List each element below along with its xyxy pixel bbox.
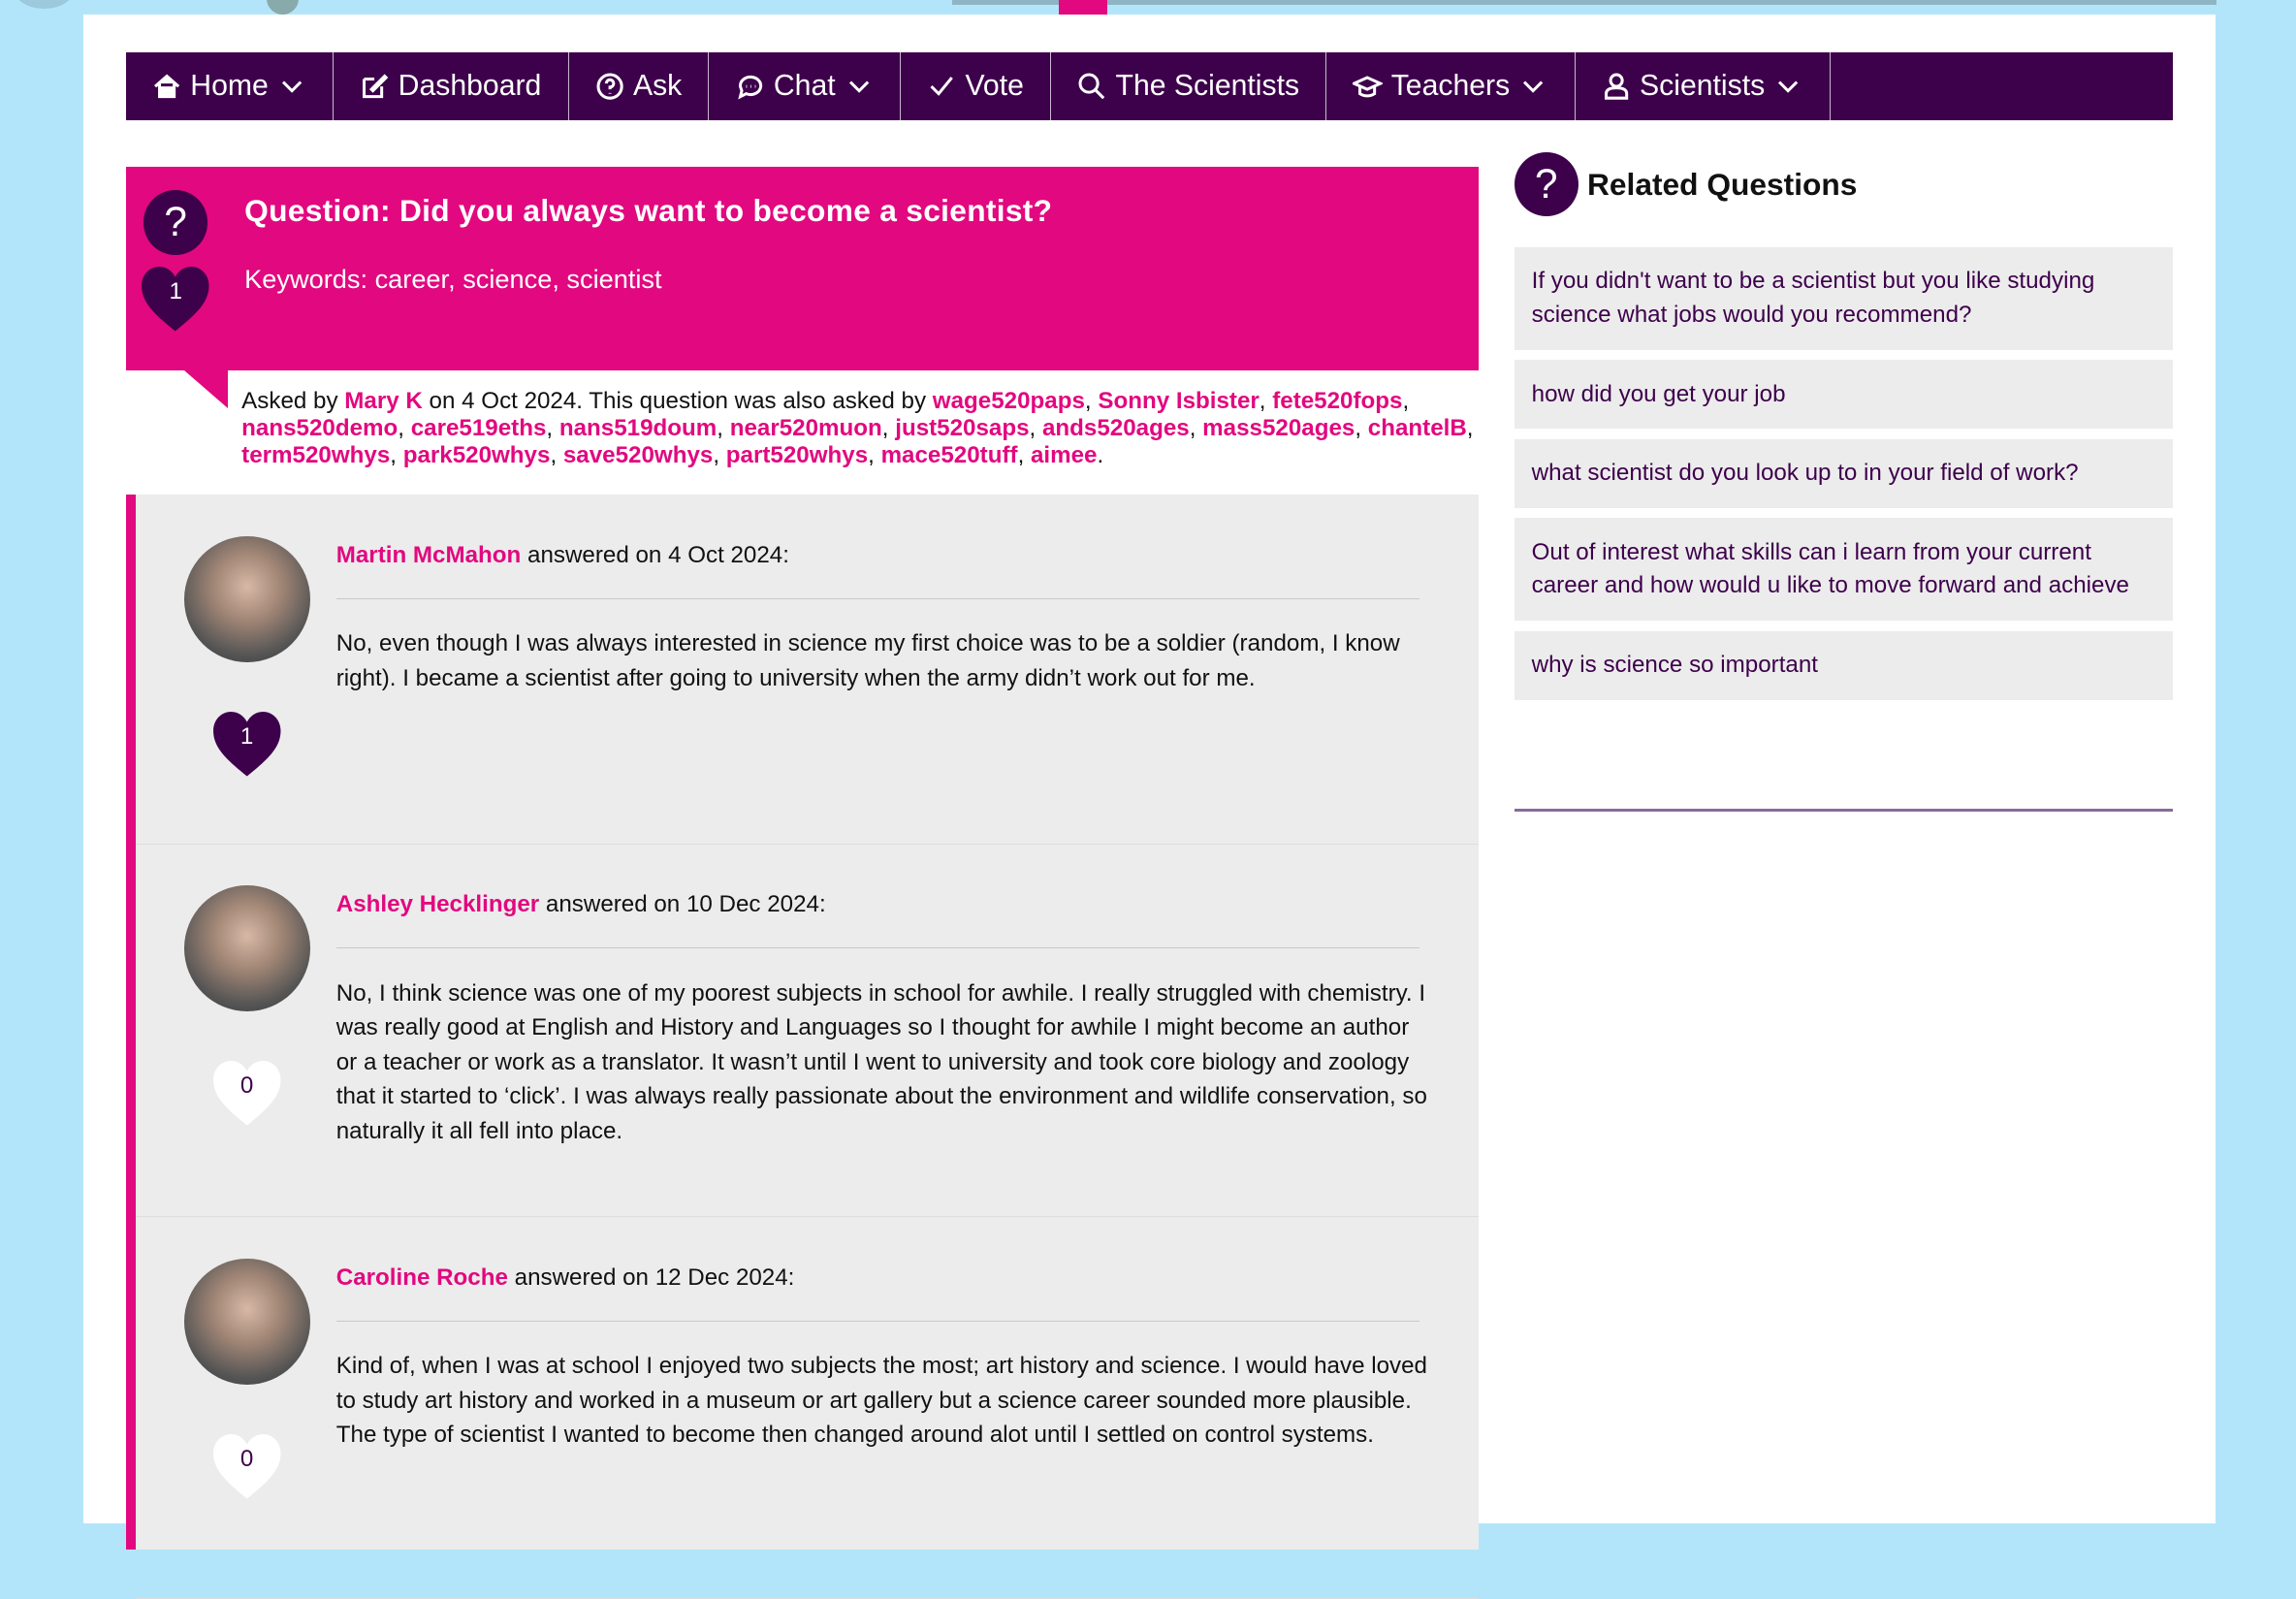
- answers-list: [126, 495, 1479, 1549]
- like-count: 0: [239, 1446, 254, 1473]
- nav-label: Scientists: [1640, 70, 1766, 103]
- top-bar: [952, 0, 2217, 5]
- avatar[interactable]: [184, 885, 310, 1011]
- nav-item-the-scientists[interactable]: [1051, 52, 1326, 119]
- related-question-link[interactable]: why is science so important: [1515, 631, 2174, 700]
- like-count: 1: [239, 723, 254, 751]
- like-button[interactable]: [210, 709, 284, 779]
- also-asked-link[interactable]: save520whys: [562, 442, 714, 469]
- nav-item-chat[interactable]: [709, 52, 901, 119]
- nav-item-home[interactable]: [126, 52, 334, 119]
- answer-header: [336, 891, 1420, 948]
- nav-label: The Scientists: [1115, 70, 1300, 103]
- chat-bubble-icon: [736, 72, 765, 101]
- answer-text: No, even though I was always interested in science my first choice was to be a soldier (random, I know right). I became a scientist after going to university when the army didn’t work out for me.: [335, 630, 1400, 691]
- answer-text: Kind of, when I was at school I enjoyed two subjects the most; art history and science. I would have loved to study art history and worked in a museum or art gallery but a science career sounded more plausible. The type of scientist I wanted to become then changed around alot until I settled on control systems.: [335, 1353, 1427, 1449]
- nav-item-dashboard[interactable]: [334, 52, 568, 119]
- question-icon: ?: [144, 190, 207, 254]
- also-asked-link[interactable]: mace520tuff: [880, 442, 1018, 469]
- like-count: 1: [169, 277, 182, 304]
- also-asked-link[interactable]: ands520ages: [1041, 415, 1190, 442]
- question-icon: ?: [1515, 152, 1578, 216]
- also-asked-link[interactable]: term520whys: [241, 442, 391, 469]
- nav-label: Home: [190, 70, 269, 103]
- decorative-circle: [15, 0, 73, 9]
- also-asked-link[interactable]: chantelB: [1367, 415, 1467, 442]
- also-asked-link[interactable]: mass520ages: [1202, 415, 1355, 442]
- decorative-circle: [267, 0, 299, 15]
- asked-by-line: Asked by Mary K on 4 Oct 2024. This question was also asked by wage520paps, Sonny Isbister, fete520fops, nans520demo, care519eths, nans519doum, near520muon, just520saps, ands520ages, mass520ages, chantelB, term520whys, park520whys, save520whys, part520whys, mace520tuff, aimee.: [241, 388, 1474, 469]
- answer-header: [336, 542, 1420, 599]
- top-tab[interactable]: [1059, 0, 1107, 15]
- question-keywords: Keywords: career, science, scientist: [244, 263, 662, 294]
- related-question-link[interactable]: If you didn't want to be a scientist but you like studying science what jobs would you recommend?: [1515, 247, 2174, 350]
- also-asked-link[interactable]: park520whys: [402, 442, 551, 469]
- also-asked-link[interactable]: nans519doum: [558, 415, 718, 442]
- nav-label: Vote: [965, 70, 1024, 103]
- nav-item-scientists[interactable]: [1576, 52, 1831, 119]
- also-asked-link[interactable]: just520saps: [895, 415, 1030, 442]
- scientist-link[interactable]: Martin McMahon: [335, 541, 522, 568]
- nav-label: Ask: [632, 70, 683, 103]
- graduation-cap-icon: [1353, 72, 1382, 101]
- answer-header: [336, 1264, 1420, 1322]
- avatar[interactable]: [184, 536, 310, 662]
- nav-item-teachers[interactable]: [1326, 52, 1575, 119]
- also-asked-link[interactable]: Sonny Isbister: [1098, 388, 1260, 415]
- answer-date: answered on 12 Dec 2024:: [514, 1263, 795, 1291]
- question-like-button[interactable]: [139, 264, 212, 334]
- question-header: [126, 167, 1479, 370]
- edit-icon: [360, 72, 389, 101]
- chevron-down-icon: [1773, 72, 1802, 101]
- page: [83, 15, 2216, 1523]
- also-asked-link[interactable]: near520muon: [729, 415, 882, 442]
- also-asked-link[interactable]: aimee: [1031, 442, 1098, 469]
- home-icon: [152, 72, 181, 101]
- answer-item: [136, 845, 1479, 1218]
- answer-item: [136, 1217, 1479, 1599]
- chevron-down-icon: [1518, 72, 1547, 101]
- also-asked-link[interactable]: nans520demo: [241, 415, 399, 442]
- also-asked-link[interactable]: fete520fops: [1272, 388, 1403, 415]
- question-title: Question: Did you always want to become a scientist?: [244, 193, 1053, 229]
- answer-text: No, I think science was one of my poorest subjects in school for awhile. I really struggled with chemistry. I was really good at English and History and Languages so I thought for awhile I might become an author or a teacher or work as a translator. It wasn’t until I went to university and took core biology and zoology that it started to ‘click’. I was always really passionate about the environment and wildlife conservation, so naturally it all fell into place.: [335, 979, 1427, 1144]
- user-icon: [1602, 72, 1631, 101]
- search-icon: [1077, 72, 1106, 101]
- main-nav: [126, 52, 2173, 119]
- nav-label: Teachers: [1390, 70, 1511, 103]
- chevron-down-icon: [845, 72, 874, 101]
- speech-tail: [184, 370, 228, 408]
- like-button[interactable]: [210, 1058, 284, 1128]
- nav-item-vote[interactable]: [901, 52, 1051, 119]
- also-asked-link[interactable]: part520whys: [725, 442, 869, 469]
- also-asked-link[interactable]: care519eths: [410, 415, 547, 442]
- answer-date: answered on 4 Oct 2024:: [527, 541, 789, 568]
- answer-date: answered on 10 Dec 2024:: [545, 891, 826, 918]
- related-question-link[interactable]: how did you get your job: [1515, 360, 2174, 429]
- like-count: 0: [239, 1072, 254, 1100]
- answer-item: [136, 495, 1479, 844]
- nav-label: Dashboard: [398, 70, 542, 103]
- divider: [1515, 809, 2174, 812]
- question-circle-icon: [595, 72, 624, 101]
- also-asked-link[interactable]: wage520paps: [932, 388, 1085, 415]
- scientist-link[interactable]: Caroline Roche: [335, 1263, 508, 1291]
- asker-link[interactable]: Mary K: [344, 388, 423, 415]
- nav-label: Chat: [773, 70, 836, 103]
- related-question-link[interactable]: what scientist do you look up to in your field of work?: [1515, 439, 2174, 508]
- like-button[interactable]: [210, 1431, 284, 1501]
- nav-item-ask[interactable]: [569, 52, 710, 119]
- scientist-link[interactable]: Ashley Hecklinger: [335, 891, 540, 918]
- avatar[interactable]: [184, 1259, 310, 1385]
- check-icon: [927, 72, 956, 101]
- related-title: Related Questions: [1587, 167, 1858, 203]
- related-question-link[interactable]: Out of interest what skills can i learn from your current career and how would u like to move forward and achieve: [1515, 518, 2174, 621]
- chevron-down-icon: [277, 72, 306, 101]
